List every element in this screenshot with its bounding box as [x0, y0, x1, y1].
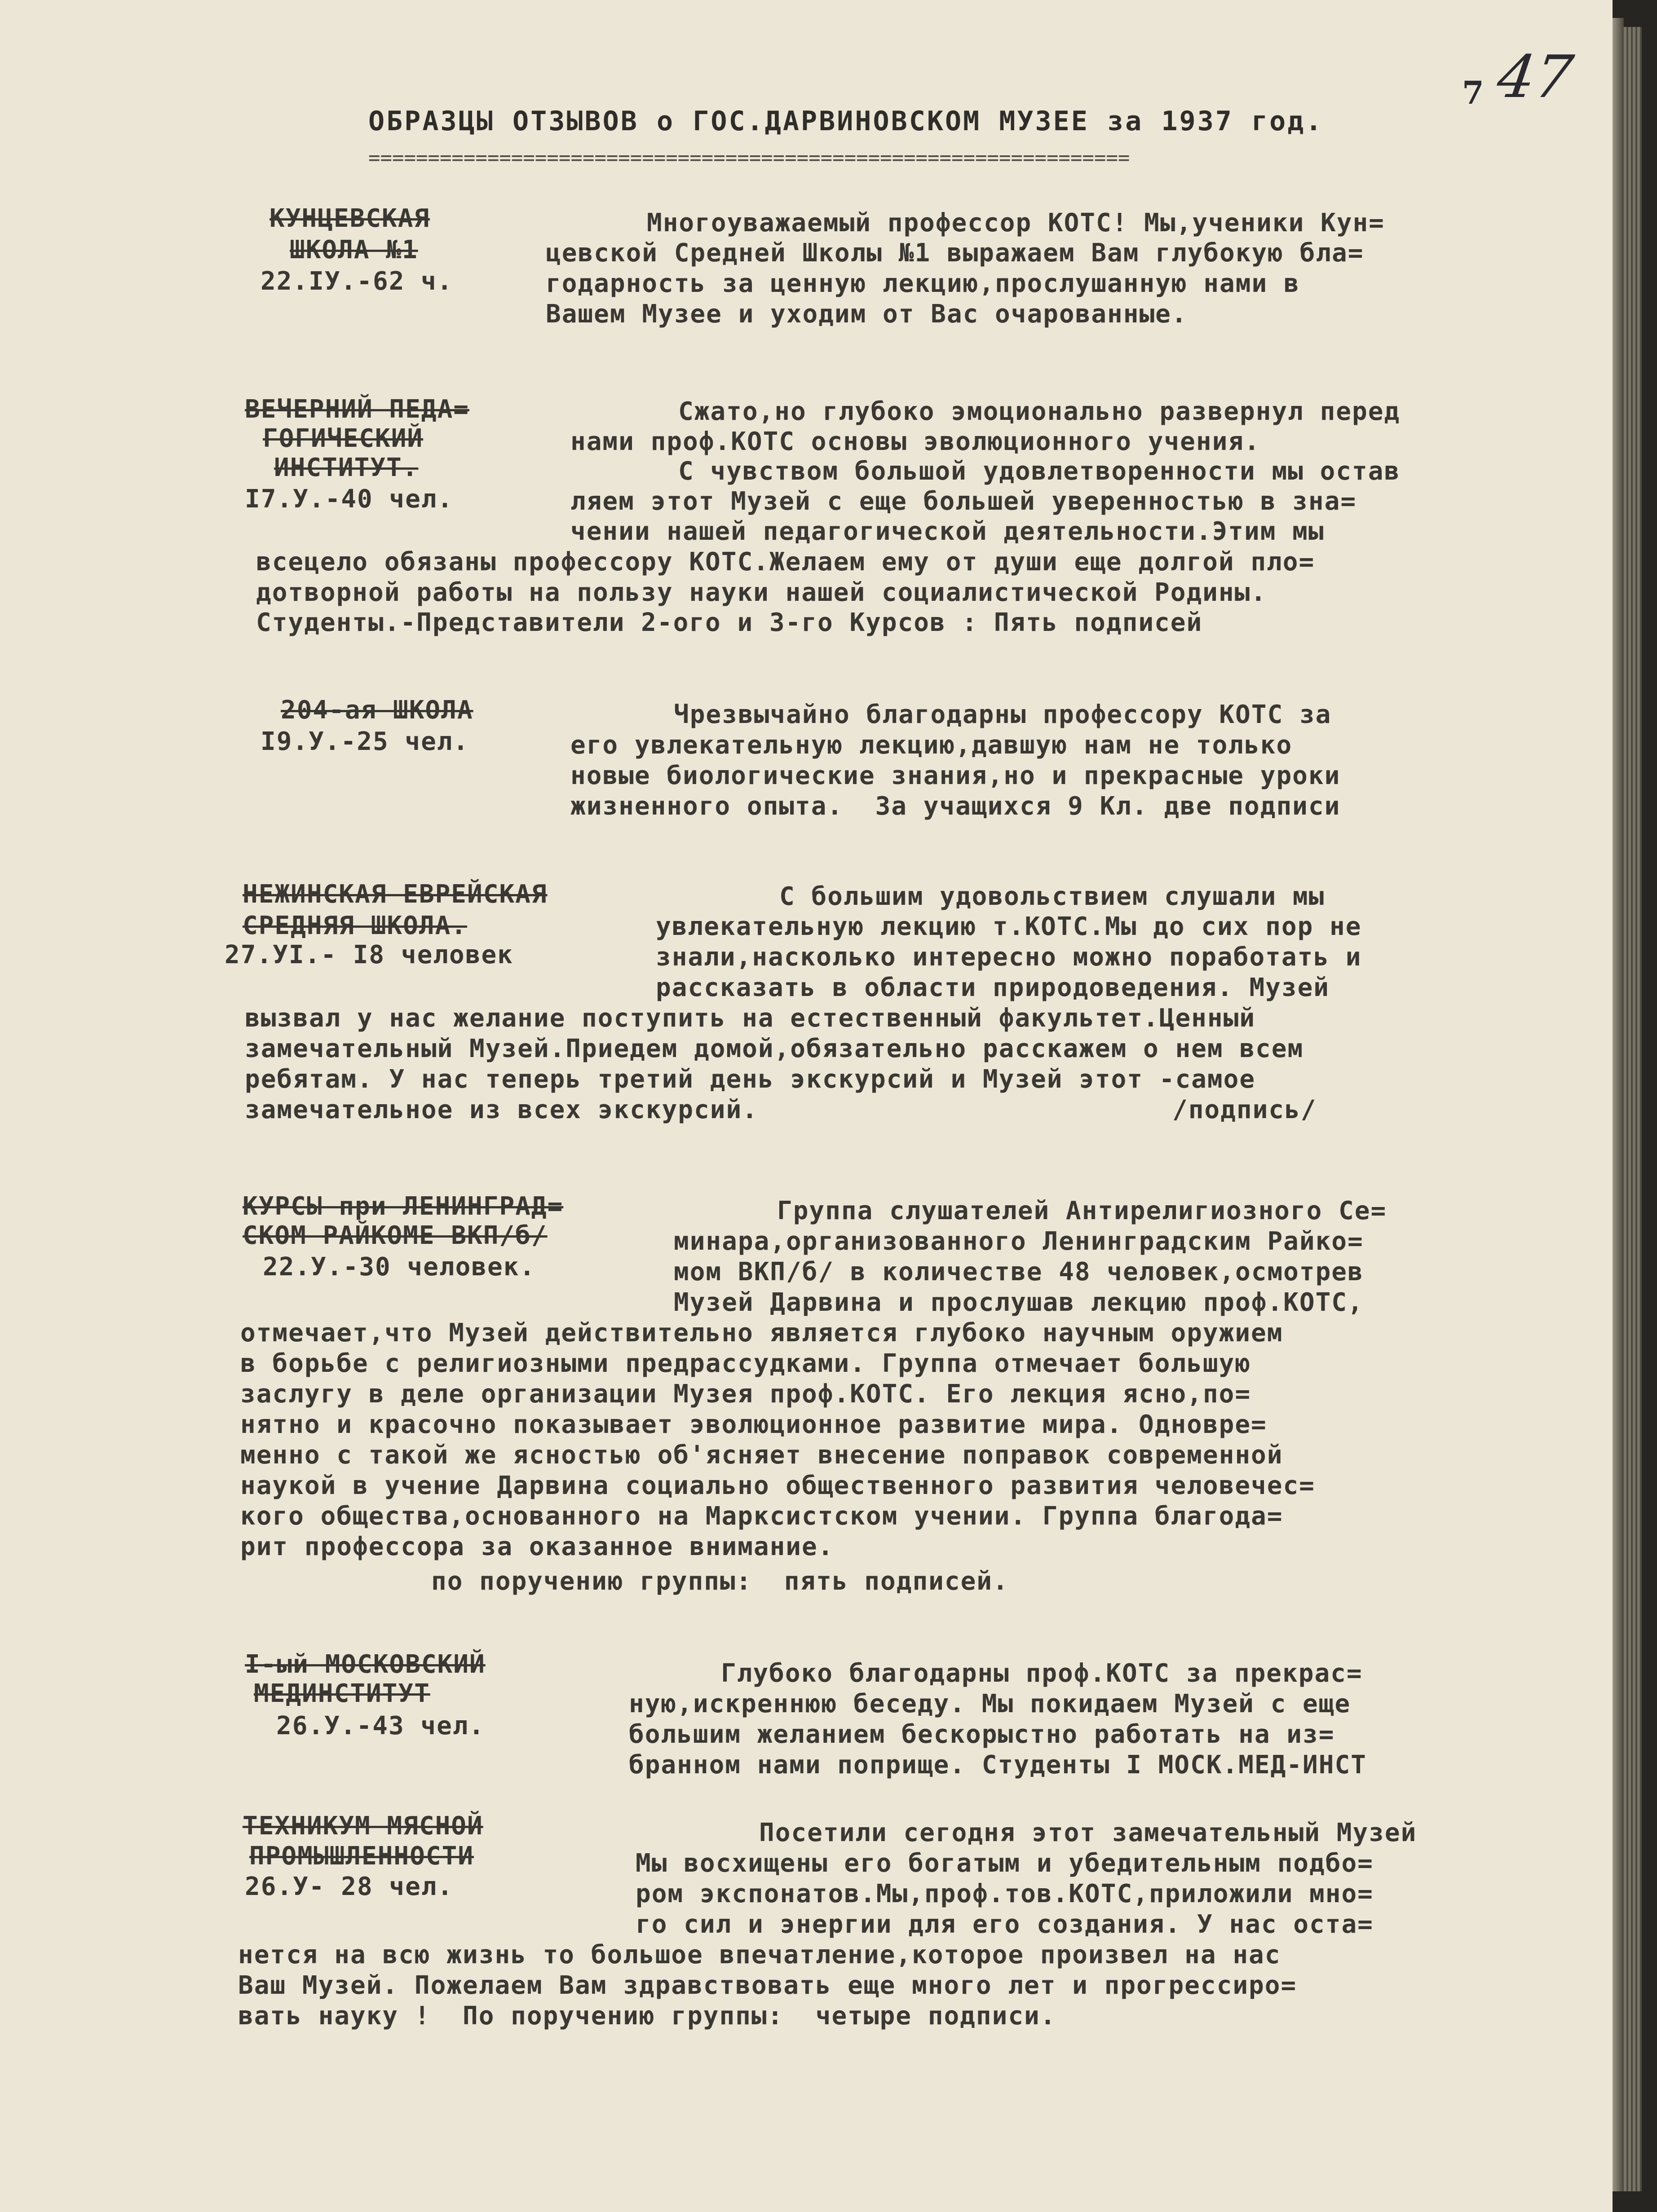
- entry-text-line: С большим удовольствием слушали мы: [779, 882, 1325, 911]
- entry-text-line: новые биологические знания,но и прекрасные уроки: [570, 761, 1341, 790]
- entry-signature-line: Студенты.-Представители 2-ого и 3-го Курсов : Пять подписей: [256, 608, 1203, 637]
- entry-text-line: кого общества,основанного на Марксистском учении. Группа благода=: [240, 1502, 1283, 1531]
- entry-header-line: ТЕХНИКУМ МЯСНОЙ: [243, 1811, 483, 1841]
- entry-text-line: знали,насколько интересно можно поработать и: [656, 943, 1362, 972]
- entry-text-line: годарность за ценную лекцию,прослушанную нами в: [546, 269, 1300, 298]
- entry-header-line: ПРОМЫШЛЕННОСТИ: [249, 1842, 474, 1871]
- entry-date: 26.У.-43 чел.: [276, 1711, 485, 1741]
- entry-header-line: СРЕДНЯЯ ШКОЛА.: [243, 911, 468, 940]
- page-number-typed: 7: [1462, 74, 1484, 111]
- entry-text-line: в борьбе с религиозными предрассудками. Группа отмечает большую: [240, 1349, 1251, 1378]
- entry-signature-line: жизненного опыта. За учащихся 9 Кл. две подписи: [570, 792, 1341, 821]
- entry-header-line: ШКОЛА №1: [290, 235, 418, 264]
- entry-text-line: дотворной работы на пользу науки нашей социалистической Родины.: [256, 578, 1267, 607]
- entry-text-line: ную,искреннюю беседу. Мы покидаем Музей с еще: [629, 1689, 1351, 1718]
- entry-date: I7.У.-40 чел.: [245, 485, 454, 514]
- entry-text-line: его увлекательную лекцию,давшую нам не только: [570, 731, 1293, 760]
- title-underline: ================================================================: [368, 146, 1130, 169]
- entry-date: 27.УI.- I8 человек: [225, 940, 513, 969]
- entry-signature-line: /подпись/: [1172, 1095, 1317, 1124]
- entry-text-line: Многоуважаемый профессор КОТС! Мы,ученики Кун=: [647, 208, 1385, 238]
- entry-text-line: Музей Дарвина и прослушав лекцию проф.КОТС,: [674, 1288, 1364, 1317]
- entry-text-line: ребятам. У нас теперь третий день экскурсий и Музей этот -самое: [245, 1065, 1256, 1094]
- entry-text-line: Глубоко благодарны проф.КОТС за прекрас=: [721, 1659, 1363, 1688]
- entry-text-line: менно с такой же ясностью об'ясняет внесение поправок современной: [240, 1441, 1283, 1470]
- page-title: ОБРАЗЦЫ ОТЗЫВОВ о ГОС.ДАРВИНОВСКОМ МУЗЕЕ за 1937 год.: [368, 106, 1324, 137]
- entry-header-line: НЕЖИНСКАЯ ЕВРЕЙСКАЯ: [243, 880, 548, 909]
- entry-date: 22.IУ.-62 ч.: [261, 267, 453, 296]
- entry-signature-line: по поручению группы: пять подписей.: [431, 1567, 1009, 1596]
- entry-header-line: I-ый МОСКОВСКИЙ: [245, 1650, 486, 1679]
- entry-header-line: 204-ая ШКОЛА: [281, 696, 473, 725]
- entry-text-line: цевской Средней Школы №1 выражаем Вам глубокую бла=: [546, 238, 1364, 268]
- entry-signature-line: бранном нами поприще. Студенты I МОСК.МЕД-ИНСТ: [629, 1750, 1367, 1780]
- entry-header-line: СКОМ РАЙКОМЕ ВКП/б/: [243, 1221, 548, 1250]
- entry-text-line: Сжато,но глубоко эмоционально развернул перед: [678, 397, 1401, 426]
- entry-text-line: го сил и энергии для его создания. У нас оста=: [636, 1910, 1374, 1939]
- entry-header-line: ГОГИЧЕСКИЙ: [263, 424, 424, 453]
- entry-header-line: КУНЦЕВСКАЯ: [270, 204, 430, 233]
- entry-text-line: Посетили сегодня этот замечательный Музей: [759, 1818, 1417, 1847]
- entry-text-line: Чрезвычайно благодарны профессору КОТС за: [674, 700, 1332, 729]
- entry-text-line: рит профессора за оказанное внимание.: [240, 1532, 834, 1561]
- entry-header-line: МЕДИНСТИТУТ: [254, 1679, 430, 1708]
- entry-text-line: нется на всю жизнь то большое впечатление,которое произвел на нас: [238, 1940, 1281, 1970]
- page-number-handwritten: 47: [1493, 43, 1577, 111]
- entry-text-line: ляем этот Музей с еще большей уверенностью в зна=: [570, 487, 1357, 516]
- entry-text-line: Ваш Музей. Пожелаем Вам здравствовать еще много лет и прогрессиро=: [238, 1971, 1297, 2000]
- entry-text-line: замечательное из всех экскурсий.: [245, 1095, 758, 1124]
- entry-text-line: нятно и красочно показывает эволюционное развитие мира. Одновре=: [240, 1410, 1267, 1439]
- entry-date: 26.У- 28 чел.: [245, 1872, 454, 1901]
- entry-header-line: ИНСТИТУТ.: [274, 453, 419, 482]
- entry-text-line: ром экспонатов.Мы,проф.тов.КОТС,приложили мно=: [636, 1879, 1374, 1908]
- entry-text-line: замечательный Музей.Приедем домой,обязательно расскажем о нем всем: [245, 1034, 1304, 1063]
- entry-text-line: рассказать в области природоведения. Музей: [656, 973, 1330, 1002]
- entry-text-line: Мы восхищены его богатым и убедительным подбо=: [636, 1849, 1374, 1878]
- entry-header-line: КУРСЫ при ЛЕНИНГРАД=: [243, 1192, 564, 1221]
- entry-text-line: нами проф.КОТС основы эволюционного учения.: [570, 427, 1260, 456]
- entry-text-line: увлекательную лекцию т.КОТС.Мы до сих пор не: [656, 912, 1362, 941]
- entry-text-line: большим желанием бескорыстно работать на из=: [629, 1720, 1335, 1749]
- entry-signature-line: вать науку ! По поручению группы: четыре подписи.: [238, 2001, 1056, 2031]
- entry-header-line: ВЕЧЕРНИЙ ПЕДА=: [245, 395, 470, 424]
- entry-text-line: минара,организованного Ленинградским Райко=: [674, 1227, 1364, 1256]
- entry-text-line: С чувством большой удовлетворенности мы остав: [678, 457, 1401, 486]
- entry-text-line: наукой в учение Дарвина социально общественного развития человечес=: [240, 1471, 1315, 1500]
- entry-text-line: мом ВКП/б/ в количестве 48 человек,осмотрев: [674, 1257, 1364, 1287]
- entry-date: 22.У.-30 человек.: [263, 1252, 536, 1282]
- entry-text-line: чении нашей педагогической деятельности.Этим мы: [570, 517, 1325, 546]
- entry-text-line: отмечает,что Музей действительно является глубоко научным оружием: [240, 1318, 1283, 1348]
- entry-text-line: Группа слушателей Антирелигиозного Се=: [777, 1196, 1387, 1225]
- entry-date: I9.У.-25 чел.: [261, 727, 469, 756]
- entry-text-line: вызвал у нас желание поступить на естественный факультет.Ценный: [245, 1004, 1256, 1033]
- entry-text-line: Вашем Музее и уходим от Вас очарованные.: [546, 300, 1188, 329]
- entry-text-line: всецело обязаны профессору КОТС.Желаем ему от души еще долгой пло=: [256, 547, 1315, 577]
- entry-text-line: заслугу в деле организации Музея проф.КОТС. Его лекция ясно,по=: [240, 1379, 1251, 1409]
